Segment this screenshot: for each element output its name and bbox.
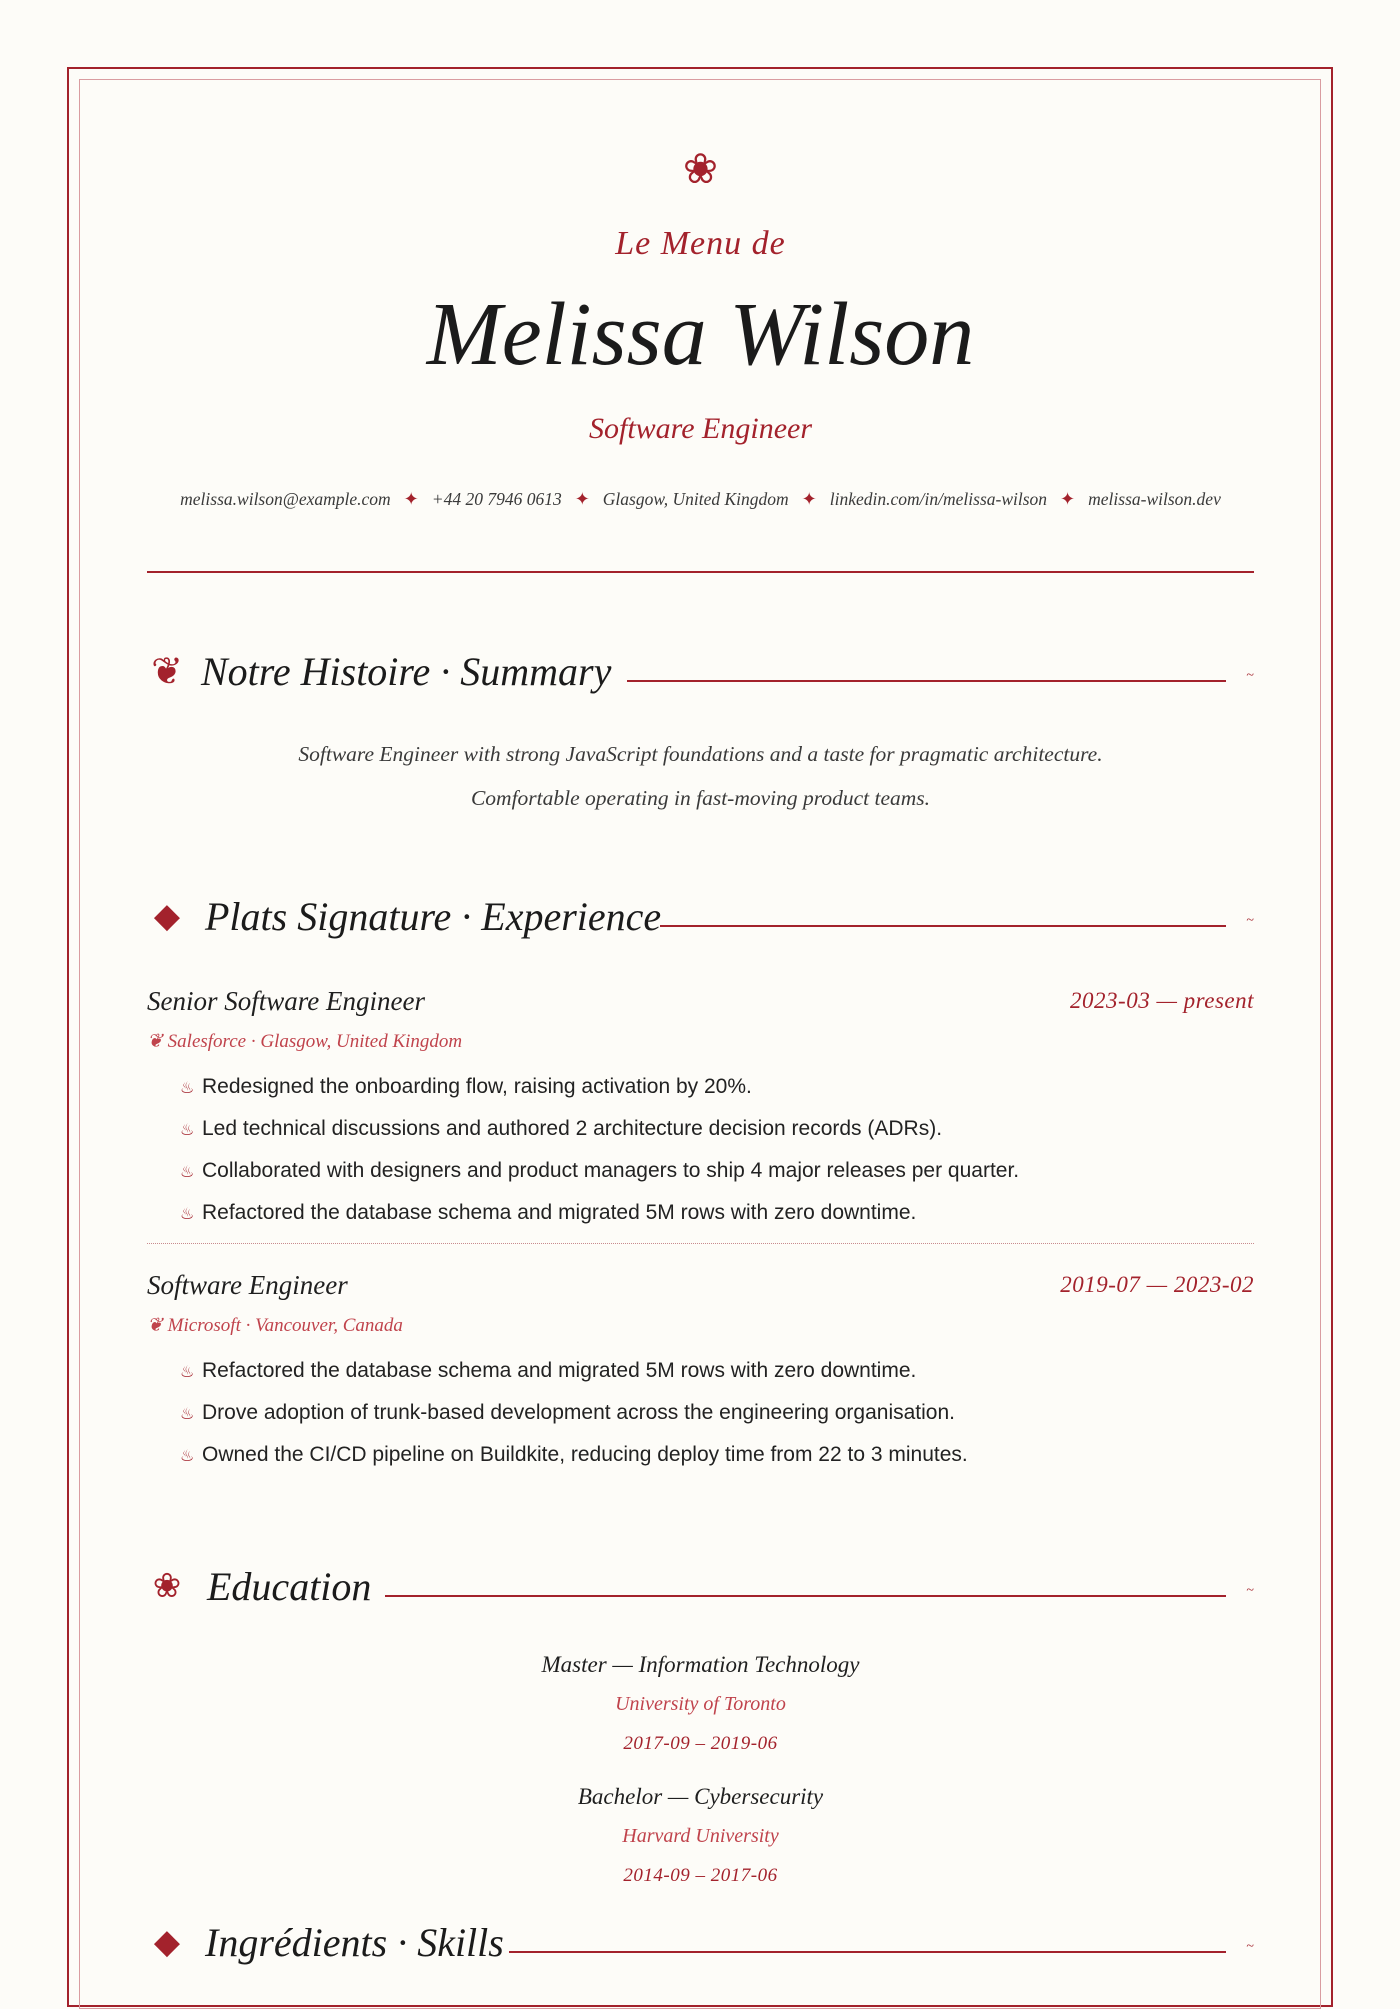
education-entry [147,1646,1254,1764]
contact-phone[interactable]: +44 20 7946 0613 [431,489,562,509]
section-title-experience: Plats Signature · Experience [205,894,662,939]
diamond-icon: ◆ [153,1924,181,1961]
bullet-icon: ♨ [180,1206,195,1223]
job-company: ❦ Microsoft · Vancouver, Canada [147,1315,403,1336]
section-tilde: ~ [1246,1939,1254,1954]
section-header-experience [147,891,1254,947]
list-item: ♨ Collaborated with designers and product managers to ship 4 major releases per quarter. [180,1151,1019,1193]
list-item: ♨ Owned the CI/CD pipeline on Buildkite, reducing deploy time from 22 to 3 minutes. [180,1435,968,1477]
job-dates: 2023-03 — present [1070,988,1254,1013]
section-tilde: ~ [1246,668,1254,683]
header-divider [147,571,1254,573]
summary-line: Software Engineer with strong JavaScript foundations and a taste for pragmatic architecture. [298,742,1103,766]
education-entry [147,1778,1254,1896]
section-header-education [147,1561,1254,1617]
education-school: Harvard University [622,1825,779,1847]
job-title: Senior Software Engineer [147,986,425,1016]
flower-icon: ❀ [152,1568,182,1605]
contact-location: Glasgow, United Kingdom [602,489,789,509]
section-title-skills: Ingrédients · Skills [205,1920,504,1965]
flower-icon: ❀ [682,147,719,193]
section-title-education: Education [207,1564,372,1609]
job-bullets [180,1067,1019,1235]
list-item: ♨ Redesigned the onboarding flow, raising activation by 20%. [180,1067,1019,1109]
contact-email[interactable]: melissa.wilson@example.com [180,489,391,509]
candidate-role: Software Engineer [588,412,813,445]
education-school: University of Toronto [615,1693,786,1715]
separator-icon: ✦ [801,489,817,509]
summary-line: Comfortable operating in fast-moving product teams. [470,786,931,810]
bullet-icon: ♨ [180,1122,195,1139]
summary-text [147,732,1254,820]
list-item: ♨ Drove adoption of trunk-based development across the engineering organisation. [180,1393,968,1435]
section-title-summary: Notre Histoire · Summary [201,649,612,694]
cherry-icon: ❦ [147,1315,168,1336]
list-item: ♨ Refactored the database schema and migrated 5M rows with zero downtime. [180,1193,1019,1235]
bullet-icon: ♨ [180,1406,195,1423]
contact-linkedin[interactable]: linkedin.com/in/melissa-wilson [829,489,1048,509]
job-divider [147,1243,1254,1244]
separator-icon: ✦ [403,489,419,509]
section-tilde: ~ [1246,913,1254,928]
cherry-icon: ❦ [151,651,183,693]
section-header-skills [147,1917,1254,1973]
education-degree: Bachelor — Cybersecurity [577,1784,824,1809]
bullet-icon: ♨ [180,1448,195,1465]
separator-icon: ✦ [1060,489,1076,509]
bullet-icon: ♨ [180,1164,195,1181]
education-degree: Master — Information Technology [541,1652,860,1677]
bullet-icon: ♨ [180,1364,195,1381]
education-dates: 2017-09 – 2019-06 [623,1733,778,1754]
cherry-icon: ❦ [147,1031,168,1052]
diamond-icon: ◆ [153,898,181,935]
education-dates: 2014-09 – 2017-06 [623,1865,778,1886]
contact-website[interactable]: melissa-wilson.dev [1088,489,1221,509]
job-bullets [180,1351,968,1477]
section-rule [509,1951,1226,1953]
section-rule [660,925,1226,927]
job-company: ❦ Salesforce · Glasgow, United Kingdom [147,1031,463,1052]
bullet-icon: ♨ [180,1080,195,1097]
section-tilde: ~ [1246,1583,1254,1598]
section-header-summary [147,646,1254,702]
section-rule [385,1595,1226,1597]
candidate-name: Melissa Wilson [426,285,975,384]
separator-icon: ✦ [574,489,590,509]
section-rule [627,680,1226,682]
contact-line [147,486,1254,512]
job-dates: 2019-07 — 2023-02 [1060,1272,1254,1297]
job-title: Software Engineer [147,1270,348,1300]
list-item: ♨ Led technical discussions and authored 2 architecture decision records (ADRs). [180,1109,1019,1151]
header-subtitle: Le Menu de [615,225,786,262]
list-item: ♨ Refactored the database schema and migrated 5M rows with zero downtime. [180,1351,968,1393]
